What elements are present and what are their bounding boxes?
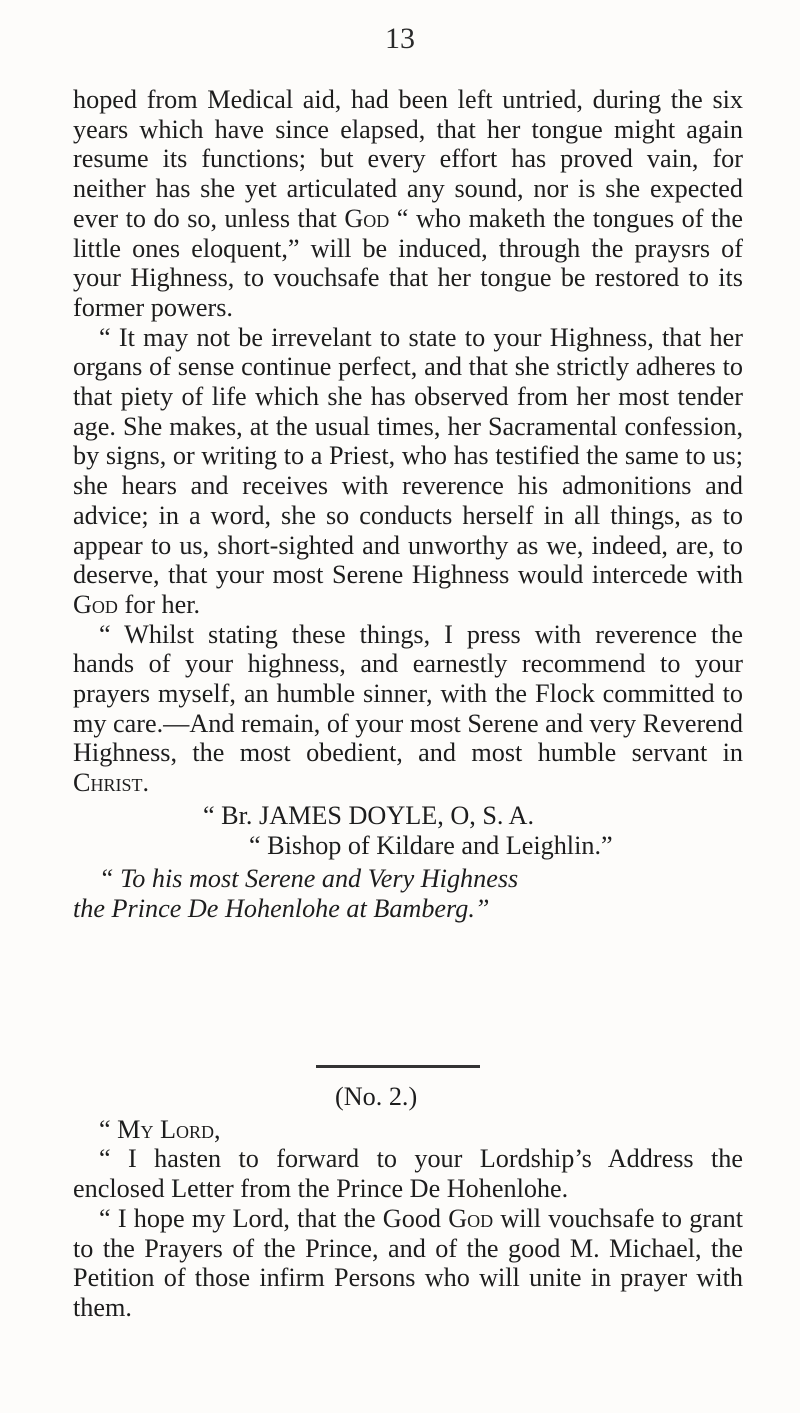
page-number: 13 xyxy=(385,22,415,55)
salutation: “ My Lord, xyxy=(99,1114,221,1144)
paragraph-text: “ who maketh the tongues of the little ones eloquent,” will be induced, through the praysrs of your Highness, to vouchsafe that her tongue be restored to its former powers. xyxy=(73,203,744,322)
paragraph-text: hoped from Medical aid, had been left untried, during the six years which have since elapsed, that her tongue might again resume its functions; but every effort has proved vain, for neither has she yet articulated any sound, nor is she expected ever to do so, unless that xyxy=(73,85,743,233)
section-divider xyxy=(316,1065,480,1068)
letter-two-body xyxy=(73,1082,743,1323)
paragraph-text: for her. xyxy=(124,589,201,619)
letter-one-body xyxy=(73,85,743,924)
divine-name: Christ. xyxy=(73,768,150,798)
paragraph-text: “ It may not be irrevelant to state to your Highness, that her organs of sense continue perfect, and that she strictly adheres to that piety of life which she has observed from her most tender age. She makes, at the usual times, her Sacramental confession, by signs, or writing to a Priest, who has testified the same to us; she hears and receives with reverence his admonitions and advice; in a word, she so conducts herself in all things, as to appear to us, short-sighted and unworthy as we, indeed, are, to deserve, that your most Serene Highness would intercede with xyxy=(73,322,743,590)
paragraph-text: “ Whilst stating these things, I press with reverence the hands of your highness, and earnestly recommend to your prayers myself, an humble sinner, with the Flock committed to my care.—And remain, of your most Serene and very Reverend Highness, the most obedient, and most humble servant in xyxy=(73,619,743,768)
signature-title: “ Bishop of Kildare and Leighlin.” xyxy=(249,830,613,860)
divine-name: God xyxy=(344,203,390,233)
paragraph xyxy=(73,323,743,620)
signature-name: “ Br. JAMES DOYLE, O, S. A. xyxy=(203,800,534,830)
paragraph-text: will vouchsafe to grant to the Prayers of the Prince, and of the good M. Michael, the Petition of those infirm Persons who will unite in prayer with them. xyxy=(73,1203,744,1322)
divine-name: God xyxy=(73,589,118,619)
letter-number: (No. 2.) xyxy=(335,1082,418,1111)
divine-name: God xyxy=(448,1203,494,1233)
paragraph xyxy=(73,620,743,798)
paragraph-continuation xyxy=(73,85,743,323)
paragraph xyxy=(73,1204,743,1323)
address-line: the Prince De Hohenlohe at Bamberg.” xyxy=(73,893,490,923)
address-line: “ To his most Serene and Very Highness xyxy=(99,864,519,894)
paragraph-text: “ I hope my Lord, that the Good xyxy=(99,1203,442,1233)
paragraph: “ I hasten to forward to your Lordship’s Address the enclosed Letter from the Prince De Hohenlohe. xyxy=(73,1144,743,1204)
